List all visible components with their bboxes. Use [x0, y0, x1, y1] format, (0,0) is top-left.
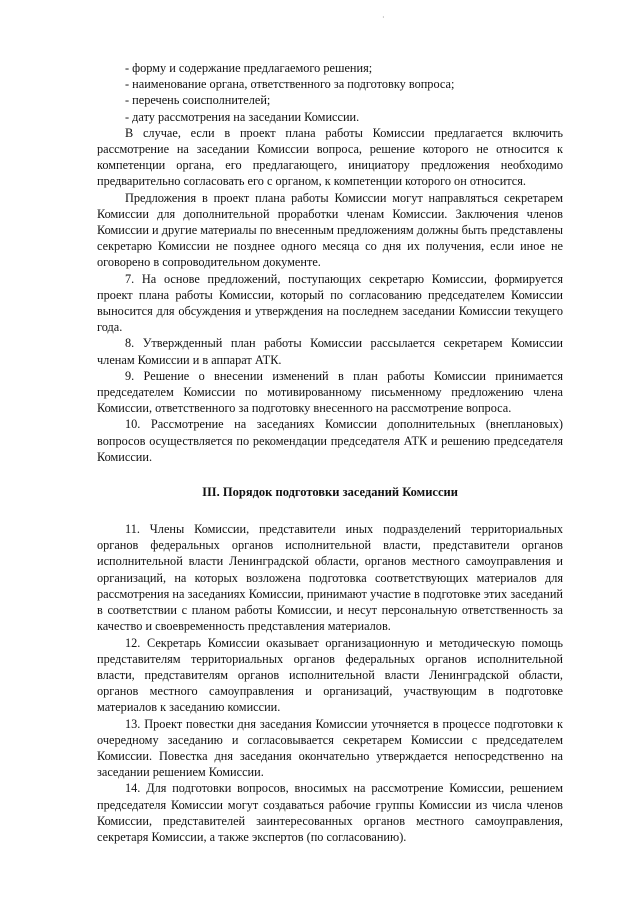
paragraph: 9. Решение о внесении изменений в план работы Комиссии принимается председателем Комиссии по мотивированному письменному предложению члена Комиссии, ответственного за подготовку внесенного на рассмотрение вопроса. — [97, 368, 563, 416]
paragraph: 11. Члены Комиссии, представители иных подразделений территориальных органов федеральных органов исполнительной власти, представители органов исполнительной власти Ленинградской области, органов местного самоуправления и организаций, на которых возложена подготовка соответствующих материалов для рассмотрения на заседаниях Комиссии, принимают участие в подготовке этих заседаний в соответствии с планом работы Комиссии, и несут персональную ответственность за качество и своевременность представления материалов. — [97, 522, 563, 634]
paragraph: 14. Для подготовки вопросов, вносимых на рассмотрение Комиссии, решением председателя Комиссии могут создаваться рабочие группы Комиссии из числа членов Комиссии, представителей заинтересованных органов местного самоуправления, секретаря Комиссии, а также экспертов (по согласованию). — [97, 781, 563, 844]
paragraph: Предложения в проект плана работы Комиссии могут направляться секретарем Комиссии для дополнительной проработки членам Комиссии. Заключения членов Комиссии и другие материалы по внесенным предложениям должны быть представлены секретарю Комиссии не позднее одного месяца со дня их получения, если иное не оговорено в сопроводительном документе. — [97, 190, 563, 270]
document-body — [97, 60, 563, 845]
paragraph: 8. Утвержденный план работы Комиссии рассылается секретарем Комиссии членам Комиссии и в аппарат АТК. — [97, 336, 563, 367]
paragraph: 10. Рассмотрение на заседаниях Комиссии дополнительных (внеплановых) вопросов осуществляется по рекомендации председателя АТК и решению председателя Комиссии. — [97, 417, 563, 464]
top-mark: · — [382, 13, 385, 22]
list-item: - форму и содержание предлагаемого решения; — [125, 61, 373, 75]
section-heading: III. Порядок подготовки заседаний Комиссии — [202, 485, 458, 500]
list-item: - дату рассмотрения на заседании Комиссии. — [125, 109, 360, 124]
list-item: - перечень соисполнителей; — [125, 93, 271, 108]
list-item: - наименование органа, ответственного за подготовку вопроса; — [125, 77, 455, 92]
paragraph: 13. Проект повестки дня заседания Комиссии уточняется в процессе подготовки к очередному заседанию и согласовывается секретарем Комиссии с председателем Комиссии. Повестка дня заседания окончательно утверждается непосредственно на заседании решением Комиссии. — [97, 716, 563, 780]
paragraph: В случае, если в проект плана работы Комиссии предлагается включить рассмотрение на заседании Комиссии вопроса, решение которого не относится к компетенции органа, его предлагающего, инициатору предложения необходимо предварительно согласовать его с органом, к компетенции которого он относится. — [97, 125, 563, 189]
paragraph: 12. Секретарь Комиссии оказывает организационную и методическую помощь представителям территориальных органов федеральных органов исполнительной власти, представителям органов исполнительной власти Ленинградской области, органов местного самоуправления и организаций, участвующим в подготовке материалов к заседанию комиссии. — [97, 635, 563, 715]
paragraph: 7. На основе предложений, поступающих секретарю Комиссии, формируется проект плана работы Комиссии, который по согласованию председателем Комиссии выносится для обсуждения и утверждения на последнем заседании Комиссии текущего года. — [97, 271, 563, 335]
